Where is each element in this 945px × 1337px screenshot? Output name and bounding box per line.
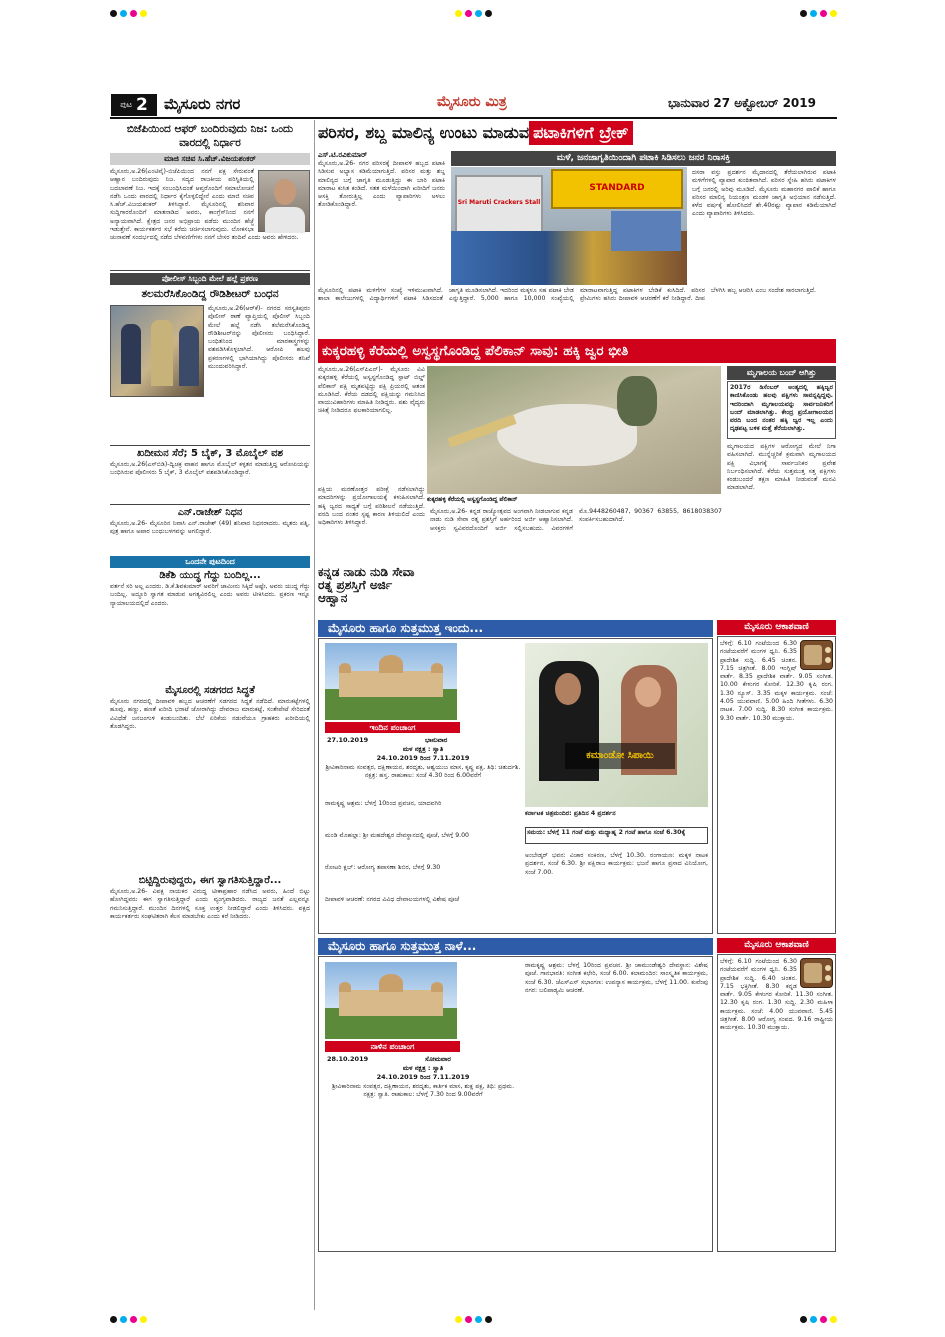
pelican-body-mid: ಪಕ್ಷಿಯ ಮರಣೋತ್ತರ ಪರೀಕ್ಷೆ ನಡೆಸಲಾಗಿದ್ದು ಮಾದರಿಗಳನ್ನು ಪ್ರಯೋಗಾಲಯಕ್ಕೆ ಕಳುಹಿಸಲಾಗಿದೆ. ಹಕ್ಕಿ ಜ್ವರದ ಸಾಧ್ಯತೆ ಬಗ್ಗೆ ಪರಿಶೀಲನೆ ನಡೆಯುತ್ತಿದೆ. ವರದಿ ಬಂದ ನಂತರ ಸ್ಪಷ್ಟ ಕಾರಣ ತಿಳಿಯಲಿದೆ ಎಂದು ಅಧಿಕಾರಿಗಳು ತಿಳಿಸಿದ್ದಾರೆ. — [318, 486, 425, 527]
pelican-body-right: ಮೃಗಾಲಯದ ಪಕ್ಷಿಗಳ ಆರೋಗ್ಯದ ಮೇಲೆ ನಿಗಾ ವಹಿಸಲಾಗಿದೆ. ಮುನ್ನೆಚ್ಚರಿಕೆ ಕ್ರಮವಾಗಿ ಮೃಗಾಲಯದ ಪಕ್ಷಿ ವಿಭಾಗಕ್ಕೆ ಸಾರ್ವಜನಿಕರ ಪ್ರವೇಶ ನಿರ್ಬಂಧಿಸಲಾಗಿದೆ. ಕೆರೆಯ ಸುತ್ತಮುತ್ತ ಸತ್ತ ಪಕ್ಷಿಗಳು ಕಂಡುಬಂದರೆ ತಕ್ಷಣ ಮಾಹಿತಿ ನೀಡುವಂತೆ ಮನವಿ ಮಾಡಲಾಗಿದೆ. — [727, 443, 836, 492]
lead-photo-caption: ಮಳೆ, ಜನಜಾಗೃತಿಯಿಂದಾಗಿ ಪಟಾಕಿ ಸಿಡಿಸಲು ಜನರ ನಿರಾಸಕ್ತಿ — [451, 151, 836, 166]
zoo-box — [727, 381, 836, 439]
lead-body-right: ದಸರಾ ವಸ್ತು ಪ್ರದರ್ಶನ ಮೈದಾನದಲ್ಲಿ ತೆರೆಯಲಾಗಿರುವ ಪಟಾಕಿ ಮಳಿಗೆಗಳಲ್ಲಿ ವ್ಯಾಪಾರ ಕುಂಠಿತವಾಗಿದೆ. ಪರಿಸರ ಸ್ನೇಹಿ ಹಸಿರು ಪಟಾಕಿಗಳ ಬಗ್ಗೆ ಜನರಲ್ಲಿ ಅರಿವು ಮೂಡಿದೆ. ಮೈಸೂರು ಮಹಾನಗರ ಪಾಲಿಕೆ ಹಾಗೂ ಪರಿಸರ ಮಾಲಿನ್ಯ ನಿಯಂತ್ರಣ ಮಂಡಳಿ ಜಾಗೃತಿ ಅಭಿಯಾನ ನಡೆಸುತ್ತಿದೆ. ಕಳೆದ ವರ್ಷಕ್ಕೆ ಹೋಲಿಸಿದರೆ ಶೇ.40ರಷ್ಟು ವ್ಯಾಪಾರ ಕಡಿಮೆಯಾಗಿದೆ ಎಂದು ವ್ಯಾಪಾರಿಗಳು ತಿಳಿಸಿದರು. — [692, 169, 836, 218]
pelican-headline: ಕುಕ್ಕರಹಳ್ಳಿ ಕೆರೆಯಲ್ಲಿ ಅಸ್ವಸ್ಥಗೊಂಡಿದ್ದ ಪೆಲಿಕಾನ್ ಸಾವು: ಹಕ್ಕಿ ಜ್ವರ ಭೀತಿ — [318, 339, 836, 363]
lead-headline — [318, 118, 838, 148]
story-body: ಮೈಸೂರು ನಗರದಲ್ಲಿ ದೀಪಾವಳಿ ಹಬ್ಬದ ಆಚರಣೆಗೆ ಸಡಗರದ ಸಿದ್ಧತೆ ನಡೆದಿದೆ. ಮಾರುಕಟ್ಟೆಗಳಲ್ಲಿ ಹೂವು, ಹಣ್ಣು, ಹಣತೆ ಖರೀದಿ ಭರಾಟೆ ಜೋರಾಗಿದ್ದು ದೇವರಾಜ ಮಾರುಕಟ್ಟೆ, ಸಂತೇಪೇಟೆ ಸೇರಿದಂತೆ ವಿವಿಧೆಡೆ ಜನಜಂಗುಳಿ ಕಂಡುಬಂದಿತು. ಬೆಲೆ ಏರಿಕೆಯ ನಡುವೆಯೂ ಗ್ರಾಹಕರು ಖರೀದಿಯಲ್ಲಿ ತೊಡಗಿದ್ದರು. — [110, 698, 310, 730]
story-body-text: ಮೈಸೂರು,ಅ.26(ಎಂಟಿವೈ)-ಬಿಜೆಪಿಯಿಂದ ನನಗೆ ಪಕ್ಷ ಸೇರುವಂತೆ ಆಹ್ವಾನ ಬಂದಿರುವುದು ನಿಜ. ಸದ್ಯದ ರಾಜಕೀಯ ಪರಿಸ್ಥಿತಿಯಲ್ಲಿ ಬದಲಾವಣೆ ನಿಜ. ಇದಕ್ಕೆ ಸಂಬಂಧಿಸಿದಂತೆ ಆಪ್ತರೊಂದಿಗೆ ಸಮಾಲೋಚನೆ ನಡೆಸಿ ಒಂದು ವಾರದಲ್ಲಿ ನಿರ್ಧಾರ ಕೈಗೊಳ್ಳಲಿದ್ದೇನೆ ಎಂದು ಮಾಜಿ ಸಚಿವ ಸಿ.ಹೆಚ್.ವಿಜಯಶಂಕರ್ ತಿಳಿಸಿದ್ದಾರೆ. ಮೈಸೂರಿನಲ್ಲಿ ಶನಿವಾರ ಸುದ್ದಿಗಾರರೊಂದಿಗೆ ಮಾತನಾಡಿದ ಅವರು, ಕಾಂಗ್ರೆಸ್‌ನಿಂದ ನನಗೆ ಅನ್ಯಾಯವಾಗಿದೆ. ಕ್ಷೇತ್ರದ ಜನರ ಅಭಿಪ್ರಾಯ ಪಡೆದು ಮುಂದಿನ ಹೆಜ್ಜೆ ಇಡುತ್ತೇನೆ. ಕಾರ್ಯಕರ್ತರ ಸಭೆ ಕರೆದು ಚರ್ಚಿಸಲಾಗುವುದು. ಲೋಕಸಭಾ ಚುನಾವಣೆ ಸಂದರ್ಭದಲ್ಲಿ ನಡೆದ ಬೆಳವಣಿಗೆಗಳು ನನಗೆ ಬೇಸರ ತಂದಿವೆ ಎಂದು ಅವರು ಹೇಳಿದರು. — [110, 168, 299, 242]
today-events-list — [325, 800, 521, 930]
left-column — [110, 120, 310, 1310]
story-headline: ಮೈಸೂರಲ್ಲಿ ಸಡಗರದ ಸಿದ್ಧತೆ — [165, 685, 255, 696]
issue-date: ಭಾನುವಾರ 27 ಅಕ್ಟೋಬರ್ 2019 — [668, 96, 816, 110]
shop-sign-2: STANDARD — [551, 169, 683, 209]
column-rule — [314, 120, 315, 1310]
tomorrow-range: 24.10.2019 ರಿಂದ 7.11.2019 — [376, 1073, 470, 1081]
print-registration-dots-bottom-right — [800, 1316, 837, 1323]
radio-schedule-text: ಬೆಳಿಗ್ಗೆ: 6.10 ಗಂಟೆಯಿಂದ 6.30 ಗಂಟೆಯವರೆಗೆ ಮಂಗಳ ಧ್ವನಿ. 6.35 ಪ್ರಾದೇಶಿಕ ಸುದ್ದಿ. 6.40 ಚಿಂತನ. 7.15 ಭಕ್ತಿಗೀತೆ. 8.30 ಕನ್ನಡ ವಾರ್ತೆ. 9.05 ಕೇಳುಗರ ಕೋರಿಕೆ. 11.30 ಸಂಗೀತ. 12.30 ಕೃಷಿ ರಂಗ. 1.30 ಸುದ್ದಿ. 2.30 ಮಹಿಳಾ ಕಾರ್ಯಕ್ರಮ. ಸಂಜೆ: 4.00 ಯುವವಾಣಿ. 5.45 ಚಿತ್ರಗೀತೆ. 8.00 ಆರೋಗ್ಯ ಸಂಪದ. 9.16 ರಾಷ್ಟ್ರೀಯ ಕಾರ್ಯಕ್ರಮ. 10.30 ಮುಕ್ತಾಯ. — [720, 958, 833, 1032]
radio-schedule — [720, 958, 833, 1248]
today-panchanga-title: ಇಂದಿನ ಪಂಚಾಂಗ — [325, 722, 460, 733]
movie-notes — [525, 810, 708, 850]
print-registration-dots-top-right — [800, 10, 837, 17]
print-registration-dots-bottom-left — [110, 1316, 147, 1323]
tomorrow-panchanga-title: ನಾಳಿನ ಪಂಚಾಂಗ — [325, 1041, 460, 1052]
pelican-body-top: ಮೈಸೂರು,ಅ.26(ಎಸ್‌ಪಿಎನ್)- ಮೈಸೂರು ವಿವಿ ಕುಕ್ಕರಹಳ್ಳಿ ಕೆರೆಯಲ್ಲಿ ಅಸ್ವಸ್ಥಗೊಂಡಿದ್ದ ಸ್ಪಾಟ್ ಬಿಲ್ಡ್ ಪೆಲಿಕಾನ್ ಪಕ್ಷಿ ಮೃತಪಟ್ಟಿದ್ದು ಪಕ್ಷಿ ಪ್ರಿಯರಲ್ಲಿ ಆತಂಕ ಮೂಡಿಸಿದೆ. ಕೆರೆಯ ದಡದಲ್ಲಿ ಪಕ್ಷಿಯನ್ನು ಗಮನಿಸಿದ ವಾಯುವಿಹಾರಿಗಳು ಮಾಹಿತಿ ನೀಡಿದ್ದರು. ಪಶು ವೈದ್ಯರು ಚಿಕಿತ್ಸೆ ನೀಡಿದರೂ ಫಲಕಾರಿಯಾಗಲಿಲ್ಲ. — [318, 366, 425, 415]
pelican-photo-caption: ಕುಕ್ಕರಹಳ್ಳಿ ಕೆರೆಯಲ್ಲಿ ಅಸ್ವಸ್ಥಗೊಂಡಿದ್ದ ಪೆಲಿಕಾನ್ — [427, 496, 518, 503]
movie-note: ಕರ್ನಾಟಕ ಚಿತ್ರಮಂದಿರ: ಪ್ರತಿದಿನ 4 ಪ್ರದರ್ಶನ — [525, 810, 616, 817]
shop-sign-1: Sri Maruti Crackers Stall — [455, 175, 543, 235]
movie-title: ಕಮಾಂಡೋ ಸಿಪಾಯಿ — [565, 743, 675, 769]
award-headline: ಕನ್ನಡ ನಾಡು ನುಡಿ ಸೇವಾ ರತ್ನ ಪ್ರಶಸ್ತಿಗೆ ಅರ್ಜಿ ಆಹ್ವಾನ — [318, 565, 415, 605]
lead-headline-black: ಪರಿಸರ, ಶಬ್ದ ಮಾಲಿನ್ಯ ಉಂಟು ಮಾಡುವ — [318, 123, 530, 142]
list-item: ರೋಟರಿ ಕ್ಲಬ್: ಆರೋಗ್ಯ ತಪಾಸಣಾ ಶಿಬಿರ, ಬೆಳಗ್ಗೆ 9.30 — [325, 864, 441, 871]
palace-photo-tomorrow — [325, 962, 457, 1039]
today-range: 24.10.2019 ರಿಂದ 7.11.2019 — [376, 754, 470, 762]
lead-body-bottom: ಮೈಸೂರಿನಲ್ಲಿ ಪಟಾಕಿ ಮಳಿಗೆಗಳ ಸಂಖ್ಯೆ ಇಳಿಮುಖವಾಗಿದೆ. ಶಾಲಾ ಕಾಲೇಜುಗಳಲ್ಲಿ ವಿದ್ಯಾರ್ಥಿಗಳಿಗೆ ಪಟಾಕಿ ಸಿಡಿಸದಂತೆ ಜಾಗೃತಿ ಮೂಡಿಸಲಾಗಿದೆ. ಇದರಿಂದ ಮಕ್ಕಳೂ ಸಹ ಪಟಾಕಿ ಬೇಡ ಎನ್ನುತ್ತಿದ್ದಾರೆ. 5,000 ಹಾಗೂ 10,000 ಸಂಖ್ಯೆಯಲ್ಲಿ ಮಾರಾಟವಾಗುತ್ತಿದ್ದ ಪಟಾಕಿಗಳ ಬೇಡಿಕೆ ಕುಸಿದಿದೆ. ಪರಿಸರ ಪ್ರೇಮಿಗಳು ಹಸಿರು ದೀಪಾವಳಿ ಆಚರಣೆಗೆ ಕರೆ ನೀಡಿದ್ದಾರೆ. ದೀಪ ಬೆಳಗಿಸಿ ಹಬ್ಬ ಆಚರಿಸಿ ಎಂಬ ಸಂದೇಶ ಸಾರಲಾಗುತ್ತಿದೆ. — [318, 287, 816, 303]
today-weekday: ಭಾನುವಾರ — [425, 736, 448, 744]
story-subheadline: ಮಾಜಿ ಸಚಿವ ಸಿ.ಹೆಚ್.ವಿಜಯಶಂಕರ್ — [110, 153, 310, 165]
page-number: 2 — [135, 95, 148, 115]
tomorrow-weekday: ಸೋಮವಾರ — [425, 1055, 451, 1063]
section-title: ಮೈಸೂರು ನಗರ — [164, 95, 241, 113]
page-number-badge — [111, 94, 157, 116]
palace-photo-today — [325, 643, 457, 720]
story-kicker: ಪೋಲೀಸ್ ಸಿಬ್ಬಂದಿ ಮೇಲೆ ಹಲ್ಲೆ ಪ್ರಕರಣ — [110, 273, 310, 285]
today-details: ಶ್ರೀವಿಕಾರಿನಾಮ ಸಂವತ್ಸರ, ದಕ್ಷಿಣಾಯನ, ಶರದೃತು, ಆಶ್ವಯುಜ ಮಾಸ, ಕೃಷ್ಣ ಪಕ್ಷ, ತಿಥಿ: ಚತುರ್ದಶಿ. ನಕ್ಷತ್ರ: ಹಸ್ತ. ರಾಹುಕಾಲ: ಸಂಜೆ 4.30 ರಿಂದ 6.00ವರೆಗೆ — [325, 764, 521, 780]
lead-headline-red: ಪಟಾಕಿಗಳಿಗೆ ಬ್ರೇಕ್ — [529, 121, 632, 145]
masthead: ಮೈಸೂರು ಮಿತ್ರ — [437, 94, 507, 110]
lead-body-left: ಮೈಸೂರು,ಅ.26- ನಗರ ಪರಿಸರಕ್ಕೆ ದೀಪಾವಳಿ ಹಬ್ಬದ ಪಟಾಕಿ ಸಿಡಿಸುವ ಅಭ್ಯಾಸ ಕಡಿಮೆಯಾಗುತ್ತಿದೆ. ಪರಿಸರ ಮತ್ತು ಶಬ್ದ ಮಾಲಿನ್ಯದ ಬಗ್ಗೆ ಜಾಗೃತಿ ಮೂಡುತ್ತಿದ್ದು ಈ ಬಾರಿ ಪಟಾಕಿ ಮಾರಾಟ ಕುಸಿತ ಕಂಡಿದೆ. ಸತತ ಮಳೆಯಿಂದಾಗಿ ಖರೀದಿಗೆ ಜನರು ಆಸಕ್ತಿ ತೋರುತ್ತಿಲ್ಲ ಎಂದು ವ್ಯಾಪಾರಿಗಳು ಅಳಲು ತೋಡಿಕೊಂಡಿದ್ದಾರೆ. — [318, 160, 445, 209]
today-events-right: ಅಂಬೇಡ್ಕರ್ ಭವನ: ವಿಚಾರ ಸಂಕಿರಣ, ಬೆಳಗ್ಗೆ 10.30. ರಂಗಾಯಣ: ಮಕ್ಕಳ ನಾಟಕ ಪ್ರದರ್ಶನ, ಸಂಜೆ 6.30. ಶ್ರೀ ಪಕ್ಷಿರಾಜ ಕಾರ್ಯಕ್ರಮ: ಭಜನೆ ಹಾಗೂ ಪ್ರಸಾದ ವಿನಿಯೋಗ, ಸಂಜೆ 7.00. — [525, 852, 708, 876]
tomorrow-events: ರಾಮಕೃಷ್ಣ ಆಶ್ರಮ: ಬೆಳಗ್ಗೆ 10ರಿಂದ ಪ್ರವಚನ. ಶ್ರೀ ಚಾಮುಂಡೇಶ್ವರಿ ದೇವಸ್ಥಾನ: ವಿಶೇಷ ಪೂಜೆ. ಗಾನಭಾರತಿ: ಸಂಗೀತ ಕಛೇರಿ, ಸಂಜೆ 6.00. ಕಲಾಮಂದಿರ: ಸಾಂಸ್ಕೃತಿಕ ಕಾರ್ಯಕ್ರಮ, ಸಂಜೆ 6.30. ಜೆಎಸ್‌ಎಸ್ ಸಭಾಂಗಣ: ಉಪನ್ಯಾಸ ಕಾರ್ಯಕ್ರಮ, ಬೆಳಗ್ಗೆ 11.00. ಕುವೆಂಪು ನಗರ: ಬಲಿಪಾಡ್ಯಮಿ ಆಚರಣೆ. — [525, 962, 708, 994]
story-body-text: ಮೈಸೂರು,ಅ.26(ಆರ್‌ಕೆ)- ನಗರದ ಸರಸ್ವತಿಪುರಂ ಪೊಲೀಸ್ ಠಾಣೆ ವ್ಯಾಪ್ತಿಯಲ್ಲಿ ಪೊಲೀಸ್ ಸಿಬ್ಬಂದಿ ಮೇಲೆ ಹಲ್ಲೆ ನಡೆಸಿ ತಲೆಮರೆಸಿಕೊಂಡಿದ್ದ ರೌಡಿಶೀಟರ್‌ನನ್ನು ಪೊಲೀಸರು ಬಂಧಿಸಿದ್ದಾರೆ. ಬಂಧಿತನಿಂದ ಮಾರಕಾಸ್ತ್ರಗಳನ್ನು ವಶಪಡಿಸಿಕೊಳ್ಳಲಾಗಿದೆ. ಆರೋಪಿ ಹಲವು ಪ್ರಕರಣಗಳಲ್ಲಿ ಭಾಗಿಯಾಗಿದ್ದು ಪೊಲೀಸರು ತನಿಖೆ ಮುಂದುವರಿಸಿದ್ದಾರೆ. — [208, 305, 310, 371]
radio-schedule — [720, 640, 833, 930]
page-label: ಪುಟ — [120, 100, 132, 109]
print-registration-dots-top-center — [455, 10, 492, 17]
story-headline: ಖದೀಮನ ಸೆರೆ; 5 ಬೈಕ್, 3 ಮೊಬೈಲ್ ವಶ — [136, 448, 284, 459]
byline: ಎಸ್.ಟಿ.ರವಿಕುಮಾರ್ — [318, 151, 368, 159]
story-headline: ತಲಮರೆಸಿಕೊಂಡಿದ್ದ ರೌಡಿಶೀಟರ್ ಬಂಧನ — [141, 288, 279, 300]
divider — [110, 504, 310, 505]
print-registration-dots-top-left — [110, 10, 147, 17]
list-item: ಮಂಡಿ ಮೊಹಲ್ಲಾ: ಶ್ರೀ ಮಹದೇಶ್ವರ ದೇವಸ್ಥಾನದಲ್ಲಿ ಪೂಜೆ, ಬೆಳಗ್ಗೆ 9.00 — [325, 832, 469, 839]
today-panel-title: ಮೈಸೂರು ಹಾಗೂ ಸುತ್ತಮುತ್ತ ಇಂದು... — [318, 620, 713, 637]
story-kicker: ಒಂದನೇ ಪುಟದಿಂದ — [110, 556, 310, 568]
story-body — [110, 305, 310, 443]
today-date: 27.10.2019 — [327, 736, 369, 744]
zoo-box-body: 2017ರ ಡಿಸೆಂಬರ್ ಅಂತ್ಯದಲ್ಲಿ ಹಕ್ಕಿಜ್ವರ ಕಾಣಿಸಿಕೊಂಡು ಹಲವು ಪಕ್ಷಿಗಳು ಸಾವನ್ನಪ್ಪಿದ್ದವು. ಇದರಿಂದಾಗಿ ಮೃಗಾಲಯವನ್ನು ಸಾರ್ವಜನಿಕರಿಗೆ ಬಂದ್ ಮಾಡಲಾಗಿತ್ತು. ಕೇಂದ್ರ ಪ್ರಯೋಗಾಲಯದ ವರದಿ ಬಂದ ನಂತರ ಹಕ್ಕಿ ಜ್ವರ ಇಲ್ಲ ಎಂದು ದೃಢಪಟ್ಟ ಬಳಿಕ ಮತ್ತೆ ತೆರೆಯಲಾಗಿತ್ತು. — [730, 384, 833, 433]
today-nakshatra: ಮಳ ನಕ್ಷತ್ರ : ಸ್ವಾತಿ — [402, 745, 444, 753]
story-headline: ಎನ್.ರಾಜೇಶ್ ನಿಧನ — [177, 507, 243, 518]
divider — [110, 270, 310, 271]
story-headline: ಬಿಟ್ಟಿದ್ದಿರುವುದ್ದರು, ಈಗ ಸ್ವಾಗತಿಸುತ್ತಿದ್ದಾರೆ... — [138, 875, 282, 886]
cracker-stall-photo — [451, 167, 687, 285]
tomorrow-date: 28.10.2019 — [327, 1055, 369, 1063]
movie-poster — [525, 643, 708, 807]
tomorrow-details: ಶ್ರೀವಿಕಾರಿನಾಮ ಸಂವತ್ಸರ, ದಕ್ಷಿಣಾಯನ, ಶರದೃತು, ಕಾರ್ತಿಕ ಮಾಸ, ಶುಕ್ಲ ಪಕ್ಷ, ತಿಥಿ: ಪ್ರಥಮ. ನಕ್ಷತ್ರ: ಸ್ವಾತಿ. ರಾಹುಕಾಲ: ಬೆಳಗ್ಗೆ 7.30 ರಿಂದ 9.00ವರೆಗೆ — [331, 1083, 515, 1099]
story-body: ವರ್ತನೆ ಸರಿ ಅಲ್ಲ ಎಂದರು. ಡಿ.ಕೆ.ಶಿವಕುಮಾರ್ ಅವರಿಗೆ ಜಾಮೀನು ಸಿಕ್ಕಿದೆ ಅಷ್ಟೇ, ಅವರು ಯುದ್ಧ ಗೆದ್ದು ಬಂದಿಲ್ಲ. ಅದ್ಧೂರಿ ಸ್ವಾಗತ ಮಾಡುವ ಅಗತ್ಯವಿರಲಿಲ್ಲ ಎಂದು ಅವರು ಟೀಕಿಸಿದರು. ಪ್ರಕರಣ ಇನ್ನೂ ನ್ಯಾಯಾಲಯದಲ್ಲಿದೆ ಎಂದರು. — [110, 583, 310, 607]
tomorrow-panel-title: ಮೈಸೂರು ಹಾಗೂ ಸುತ್ತಮುತ್ತ ನಾಳೆ... — [318, 938, 713, 955]
list-item: ದೀಪಾವಳಿ ಆಚರಣೆ: ನಗರದ ವಿವಿಧ ದೇವಾಲಯಗಳಲ್ಲಿ ವಿಶೇಷ ಪೂಜೆ — [325, 896, 460, 903]
award-body: ಮೈಸೂರು,ಅ.26- ಕನ್ನಡ ರಾಜ್ಯೋತ್ಸವದ ಅಂಗವಾಗಿ ನೀಡಲಾಗುವ ಕನ್ನಡ ನಾಡು ನುಡಿ ಸೇವಾ ರತ್ನ ಪ್ರಶಸ್ತಿಗೆ ಅರ್ಹರಿಂದ ಅರ್ಜಿ ಆಹ್ವಾನಿಸಲಾಗಿದೆ. ಆಸಕ್ತರು ಸ್ವವಿವರದೊಂದಿಗೆ ಅರ್ಜಿ ಸಲ್ಲಿಸಬಹುದು. ವಿವರಗಳಿಗೆ ಮೊ.9448260487, 90367 63855, 8618038307 ಸಂಪರ್ಕಿಸಬಹುದಾಗಿದೆ. — [430, 508, 722, 532]
story-body — [110, 168, 310, 262]
movie-note: ಸಮಯ: ಬೆಳಗ್ಗೆ 11 ಗಂಟೆ ಮತ್ತು ಮಧ್ಯಾಹ್ನ 2 ಗಂಟೆ ಹಾಗೂ ಸಂಜೆ 6.30ಕ್ಕೆ — [525, 827, 708, 844]
print-registration-dots-bottom-center — [455, 1316, 492, 1323]
story-headline: ಬಿಜೆಪಿಯಿಂದ ಆಫರ್ ಬಂದಿರುವುದು ನಿಜ: ಒಂದು ವಾರದಲ್ಲಿ ನಿರ್ಧಾರ — [126, 123, 294, 149]
list-item: ರಾಮಕೃಷ್ಣ ಆಶ್ರಮ: ಬೆಳಗ್ಗೆ 10ರಿಂದ ಪ್ರವಚನ, ಯಾದವಗಿರಿ — [325, 800, 442, 807]
tomorrow-nakshatra: ಮಳ ನಕ್ಷತ್ರ : ಸ್ವಾತಿ — [402, 1064, 444, 1072]
radio-schedule-text: ಬೆಳಿಗ್ಗೆ: 6.10 ಗಂಟೆಯಿಂದ 6.30 ಗಂಟೆಯವರೆಗೆ ಮಂಗಳ ಧ್ವನಿ. 6.35 ಪ್ರಾದೇಶಿಕ ಸುದ್ದಿ. 6.45 ಚಿಂತನ. 7.15 ಚಿತ್ರಗೀತೆ. 8.00 ಇಂಗ್ಲಿಷ್ ವಾರ್ತೆ. 8.35 ಪ್ರಾದೇಶಿಕ ವಾರ್ತೆ. 9.05 ಸಂಗೀತ. 10.00 ಕೇಳುಗರ ಕೋರಿಕೆ. 12.30 ಕೃಷಿ ರಂಗ. 1.30 ನ್ಯೂಸ್. 3.35 ಮಕ್ಕಳ ಕಾರ್ಯಕ್ರಮ. ಸಂಜೆ: 4.05 ಯುವವಾಣಿ. 5.00 ಹಿಂದಿ ಗೀತೆಗಳು. 6.30 ನಾಟಕ. 7.00 ಸುದ್ದಿ. 8.30 ಸಂಗೀತ ಕಾರ್ಯಕ್ರಮ. 9.30 ವಾರ್ತೆ. 10.30 ಮುಕ್ತಾಯ. — [720, 640, 833, 722]
story-body: ಮೈಸೂರು,ಅ.26- ವಿಪಕ್ಷ ನಾಯಕರ ವಿರುದ್ಧ ಟೀಕಾಪ್ರಹಾರ ನಡೆಸಿದ ಅವರು, ಹಿಂದೆ ಬಿಟ್ಟು ಹೋಗಿದ್ದವರು ಈಗ ಸ್ವಾಗತಿಸುತ್ತಿದ್ದಾರೆ ಎಂದು ವ್ಯಂಗ್ಯವಾಡಿದರು. ರಾಜ್ಯದ ಜನತೆ ಎಲ್ಲವನ್ನೂ ಗಮನಿಸುತ್ತಿದ್ದಾರೆ. ಮುಂದಿನ ದಿನಗಳಲ್ಲಿ ಸೂಕ್ತ ಉತ್ತರ ನೀಡಲಿದ್ದಾರೆ ಎಂದು ತಿಳಿಸಿದರು. ಪಕ್ಷದ ಕಾರ್ಯಕರ್ತರು ಸಂಘಟಿತರಾಗಿ ಕೆಲಸ ಮಾಡಬೇಕು ಎಂದು ಕರೆ ನೀಡಿದರು. — [110, 888, 310, 920]
story-headline: ಡಿಕೆಶಿ ಯುದ್ಧ ಗೆದ್ದು ಬಂದಿಲ್ಲ... — [159, 570, 261, 581]
story-body: ಮೈಸೂರು,ಅ.26(ಎಸ್‌ಬಿಡಿ)-ದ್ವಿಚಕ್ರ ವಾಹನ ಹಾಗೂ ಮೊಬೈಲ್ ಕಳ್ಳತನ ಮಾಡುತ್ತಿದ್ದ ಆರೋಪಿಯನ್ನು ಬಂಧಿಸಿರುವ ಪೊಲೀಸರು 5 ಬೈಕ್, 3 ಮೊಬೈಲ್ ವಶಪಡಿಸಿಕೊಂಡಿದ್ದಾರೆ. — [110, 461, 310, 477]
divider — [110, 445, 310, 446]
zoo-box-title: ಮೃಗಾಲಯ ಬಂದ್ ಆಗಿತ್ತು — [727, 366, 836, 380]
pelican-photo — [427, 366, 721, 494]
radio-title: ಮೈಸೂರು ಆಕಾಶವಾಣಿ — [717, 620, 836, 635]
radio-title: ಮೈಸೂರು ಆಕಾಶವಾಣಿ — [717, 938, 836, 953]
story-body: ಮೈಸೂರು,ಅ.26- ಮೈಸೂರಿನ ನಿವಾಸಿ ಎನ್.ರಾಜೇಶ್ (49) ಶನಿವಾರ ನಿಧನರಾದರು. ಮೃತರು ಪತ್ನಿ, ಪುತ್ರ ಹಾಗೂ ಅಪಾರ ಬಂಧುಬಳಗವನ್ನು ಅಗಲಿದ್ದಾರೆ. — [110, 520, 310, 536]
